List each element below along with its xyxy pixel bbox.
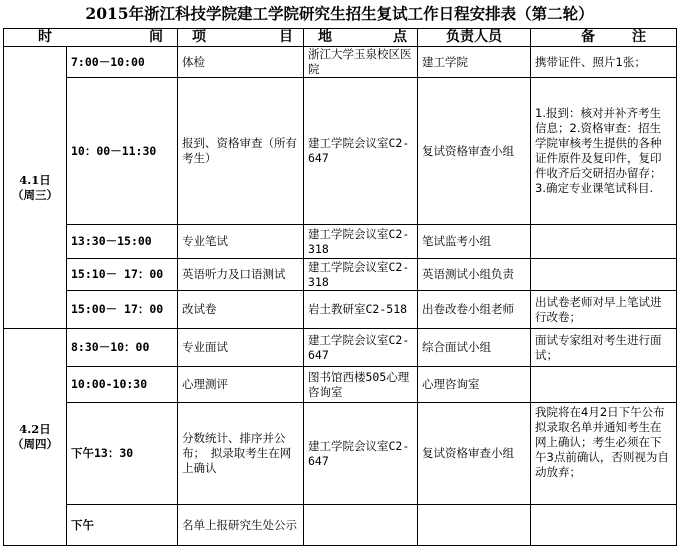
- owner-cell: 复试资格审查小组: [418, 78, 531, 225]
- note-cell: 出试卷老师对早上笔试进行改卷；: [531, 291, 677, 329]
- item-cell: 名单上报研究生处公示: [178, 505, 304, 546]
- table-row: [4, 505, 677, 546]
- table-row: [4, 329, 677, 367]
- page-title: 2015年浙江科技学院建工学院研究生招生复试工作日程安排表（第二轮）: [85, 4, 594, 23]
- item-cell: 体检: [178, 47, 304, 78]
- table-row: [4, 367, 677, 403]
- time-cell: 10:00-10:30: [67, 367, 178, 403]
- day-cell: 4.2日 （周四）: [4, 329, 67, 546]
- place-cell: 建工学院会议室C2-647: [304, 78, 418, 225]
- place-cell: 浙江大学玉泉校区医院: [304, 47, 418, 78]
- table-row: [4, 403, 677, 505]
- owner-cell: 英语测试小组负责: [418, 259, 531, 291]
- place-cell: 建工学院会议室C2-318: [304, 225, 418, 259]
- owner-cell: 复试资格审查小组: [418, 403, 531, 505]
- note-cell: 携带证件、照片1张；: [531, 47, 677, 78]
- time-cell: 10：00－11:30: [67, 78, 178, 225]
- place-cell: 建工学院会议室C2-647: [304, 329, 418, 367]
- note-cell: [531, 225, 677, 259]
- schedule-table: [3, 28, 677, 546]
- note-cell: [531, 505, 677, 546]
- header-item: 项 目: [178, 29, 304, 47]
- time-cell: 13:30－15:00: [67, 225, 178, 259]
- owner-cell: [418, 505, 531, 546]
- note-cell: 我院将在4月2日下午公布拟录取名单并通知考生在网上确认；考生必须在下午3点前确认，否则视为自动放弃；: [531, 403, 677, 505]
- owner-cell: 综合面试小组: [418, 329, 531, 367]
- item-cell: 专业面试: [178, 329, 304, 367]
- item-cell: 专业笔试: [178, 225, 304, 259]
- day-cell: 4.1日 （周三）: [4, 47, 67, 329]
- time-cell: 15:00－ 17：00: [67, 291, 178, 329]
- owner-cell: 建工学院: [418, 47, 531, 78]
- place-cell: 建工学院会议室C2-647: [304, 403, 418, 505]
- note-cell: [531, 367, 677, 403]
- table-row: [4, 225, 677, 259]
- place-cell: 岩土教研室C2-518: [304, 291, 418, 329]
- note-cell: 1.报到：核对并补齐考生信息；2.资格审查：招生学院审核考生提供的各种证件原件及复印件，复印件收齐后交研招办留存；3.确定专业课笔试科目.: [531, 78, 677, 225]
- time-cell: 8:30－10：00: [67, 329, 178, 367]
- table-row: [4, 47, 677, 78]
- time-cell: 下午: [67, 505, 178, 546]
- table-row: [4, 259, 677, 291]
- item-cell: 改试卷: [178, 291, 304, 329]
- note-cell: 面试专家组对考生进行面试；: [531, 329, 677, 367]
- header-row: [4, 29, 677, 47]
- item-cell: 心理测评: [178, 367, 304, 403]
- header-note: 备 注: [531, 29, 677, 47]
- time-cell: 下午13：30: [67, 403, 178, 505]
- header-time: 时 间: [4, 29, 178, 47]
- place-cell: [304, 505, 418, 546]
- place-cell: 图书馆西楼505心理咨询室: [304, 367, 418, 403]
- item-cell: 报到、资格审查（所有考生）: [178, 78, 304, 225]
- place-cell: 建工学院会议室C2-318: [304, 259, 418, 291]
- table-row: [4, 291, 677, 329]
- table-row: [4, 78, 677, 225]
- owner-cell: 笔试监考小组: [418, 225, 531, 259]
- header-owner: 负责人员: [418, 29, 531, 47]
- owner-cell: 出卷改卷小组老师: [418, 291, 531, 329]
- time-cell: 7:00－10:00: [67, 47, 178, 78]
- owner-cell: 心理咨询室: [418, 367, 531, 403]
- time-cell: 15:10－ 17：00: [67, 259, 178, 291]
- note-cell: [531, 259, 677, 291]
- item-cell: 分数统计、排序并公布； 拟录取考生在网上确认: [178, 403, 304, 505]
- header-place: 地 点: [304, 29, 418, 47]
- item-cell: 英语听力及口语测试: [178, 259, 304, 291]
